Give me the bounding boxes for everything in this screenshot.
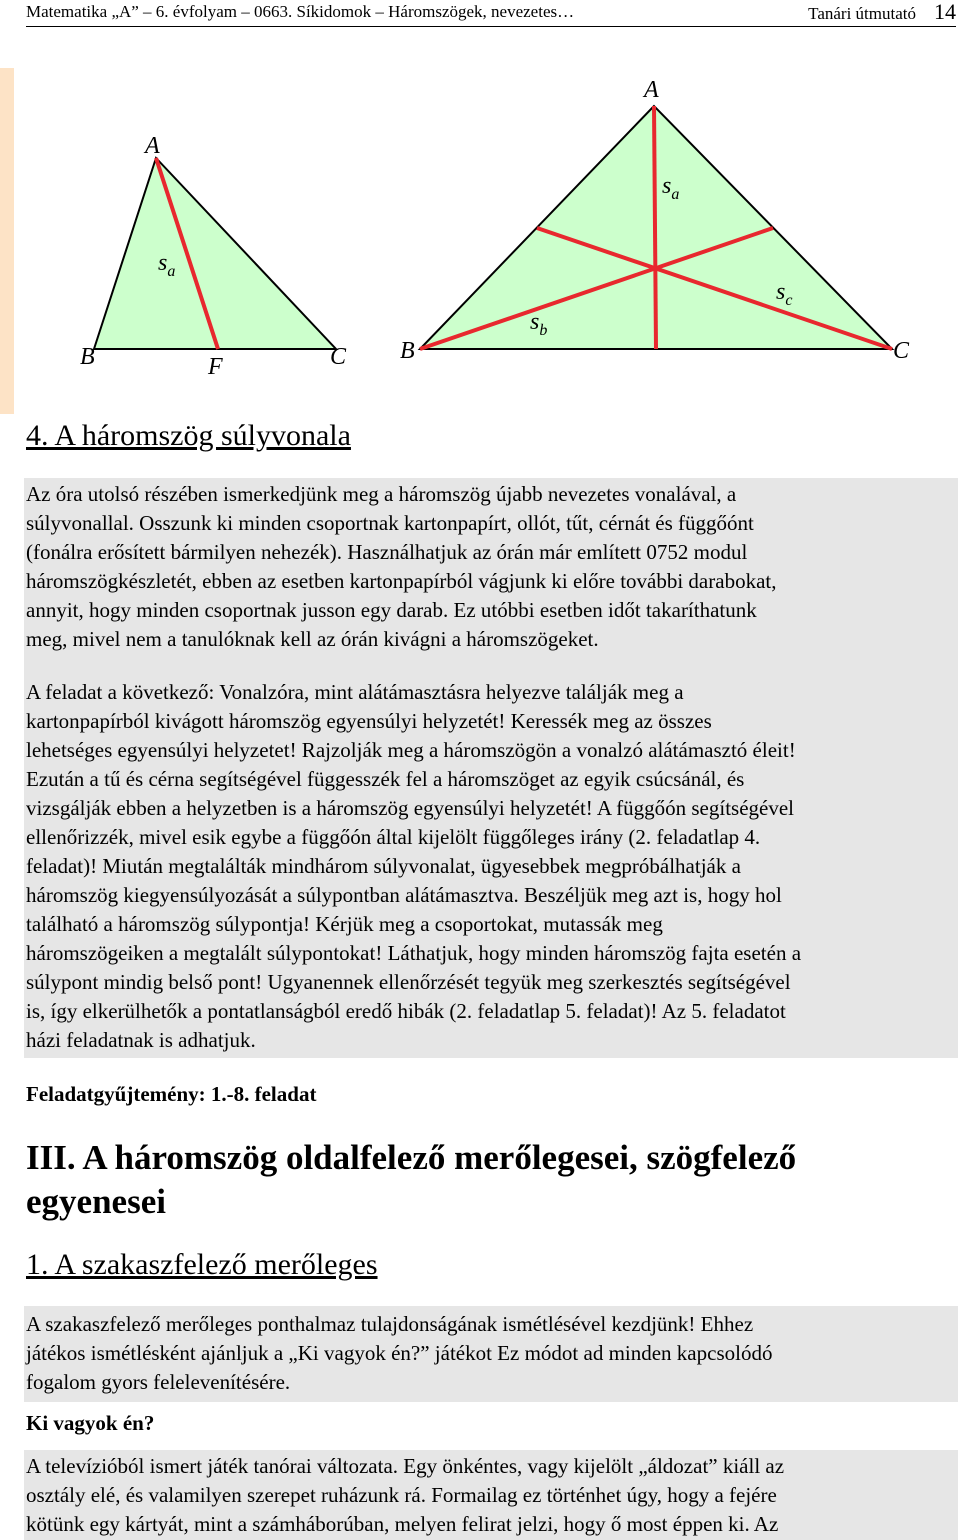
right-label-sa: $s_a$ <box>662 173 680 203</box>
text-line: Az óra utolsó részében ismerkedjünk meg a háromszög újabb nevezetes vonalával, a <box>26 482 737 506</box>
text-line: meg, mivel nem a tanulóknak kell az órán kivágni a háromszögeket. <box>26 627 599 651</box>
right-median-sa <box>654 106 656 349</box>
text-line: kötünk egy kártyát, mint a számháborúban, melyen felirat jelzi, hogy ő most éppen ki. Az <box>26 1512 779 1536</box>
margin-highlight <box>0 68 14 414</box>
header-right <box>808 0 956 26</box>
left-label-sa: $s_a$ <box>158 250 176 280</box>
text-line: Ezután a tű és cérna segítségével függesszék fel a háromszöget az egyik csúcsánál, és <box>26 767 745 791</box>
section-4-paragraph-2 <box>26 678 958 1055</box>
header-title: Matematika „A” – 6. évfolyam – 0663. Síkidomok – Háromszögek, nevezetes… <box>26 2 575 21</box>
text-line: kartonpapírból kivágott háromszög egyensúlyi helyzetét! Keressék meg az összes <box>26 709 712 733</box>
text-line: is, így elkerülhetők a pontatlanságból eredő hibák (2. feladatlap 5. feladat)! Az 5. feladatot <box>26 999 786 1023</box>
text-line: vizsgálják ebben a helyzetben is a háromszög egyensúlyi helyzetét! A függőón segítségével <box>26 796 795 820</box>
text-line: annyit, hogy minden csoportnak jusson egy darab. Ez utóbbi esetben időt takaríthatunk <box>26 598 757 622</box>
figure-right-triangle <box>390 90 910 360</box>
text-line: fogalom gyors felelevenítésére. <box>26 1370 291 1394</box>
text-line: háromszög kiegyensúlyozását a súlypontban alátámasztva. Beszéljük meg azt is, hogy hol <box>26 883 782 907</box>
text-line: házi feladatnak is adhatjuk. <box>26 1028 256 1052</box>
left-label-a: A <box>145 133 160 159</box>
section-4-paragraph-1 <box>26 480 958 654</box>
text-line: súlypont mindig belső pont! Ugyanennek ellenőrzését tegyük meg szerkesztés segítségével <box>26 970 791 994</box>
subsection-1-paragraph-1 <box>26 1310 958 1397</box>
text-line: osztály elé, és valamilyen szerepet ruházunk rá. Formailag ez történhet úgy, hogy a fejére <box>26 1483 777 1507</box>
right-label-sb: $s_b$ <box>530 309 548 339</box>
page-header <box>26 0 956 27</box>
subsection-1-title: 1. A szakaszfelező merőleges <box>26 1248 378 1281</box>
right-label-b: B <box>400 338 415 364</box>
section-iii-title <box>26 1136 946 1224</box>
left-triangle <box>94 158 336 349</box>
text-line: háromszögeiken a megtalált súlypontokat! Láthatjuk, hogy minden háromszög fajta esetén a <box>26 941 802 965</box>
text-line: található a háromszög súlypontja! Kérjük meg a csoportokat, mutassák meg <box>26 912 663 936</box>
task-collection-reference: Feladatgyűjtemény: 1.-8. feladat <box>26 1082 317 1106</box>
header-doc-type: Tanári útmutató <box>808 4 916 23</box>
left-label-b: B <box>80 344 95 370</box>
right-label-a: A <box>644 77 659 103</box>
text-line: feladat)! Miután megtalálták mindhárom súlyvonalat, ügyesebbek megpróbálhatják a <box>26 854 741 878</box>
text-line: (fonálra erősített bármilyen nehezék). Használhatjuk az órán már említett 0752 modul <box>26 540 748 564</box>
section-4-title: 4. A háromszög súlyvonala <box>26 419 351 452</box>
text-line: háromszögkészletét, ebben az esetben kartonpapírból vágjunk ki előre további darabokat, <box>26 569 777 593</box>
right-label-c: C <box>893 338 910 364</box>
text-line: A szakaszfelező merőleges ponthalmaz tulajdonságának ismétlésével kezdjünk! Ehhez <box>26 1312 754 1336</box>
figure-left-triangle <box>90 120 350 360</box>
game-title: Ki vagyok én? <box>26 1411 155 1435</box>
text-line: A televízióból ismert játék tanórai változata. Egy önkéntes, vagy kijelölt „áldozat” kiáll az <box>26 1454 785 1478</box>
subsection-1-paragraph-2 <box>26 1452 958 1539</box>
text-line: ellenőrizzék, mivel esik egybe a függőón által kijelölt függőleges irány (2. feladatlap 4. <box>26 825 761 849</box>
right-label-sc: $s_c$ <box>776 279 793 309</box>
title-line: egyenesei <box>26 1182 166 1221</box>
title-line: III. A háromszög oldalfelező merőlegesei, szögfelező <box>26 1138 797 1177</box>
text-line: súlyvonallal. Osszunk ki minden csoportnak kartonpapírt, ollót, tűt, cérnát és függőónt <box>26 511 754 535</box>
text-line: játékos ismétlésként ajánljuk a „Ki vagyok én?” játékot Ez módot ad minden kapcsolódó <box>26 1341 773 1365</box>
left-label-f: F <box>208 354 223 380</box>
page-number: 14 <box>934 0 956 24</box>
text-line: A feladat a következő: Vonalzóra, mint alátámasztásra helyezve találják meg a <box>26 680 684 704</box>
left-label-c: C <box>330 344 347 370</box>
text-line: lehetséges egyensúlyi helyzetet! Rajzolják meg a háromszögön a vonalzó alátámasztó éleit! <box>26 738 796 762</box>
